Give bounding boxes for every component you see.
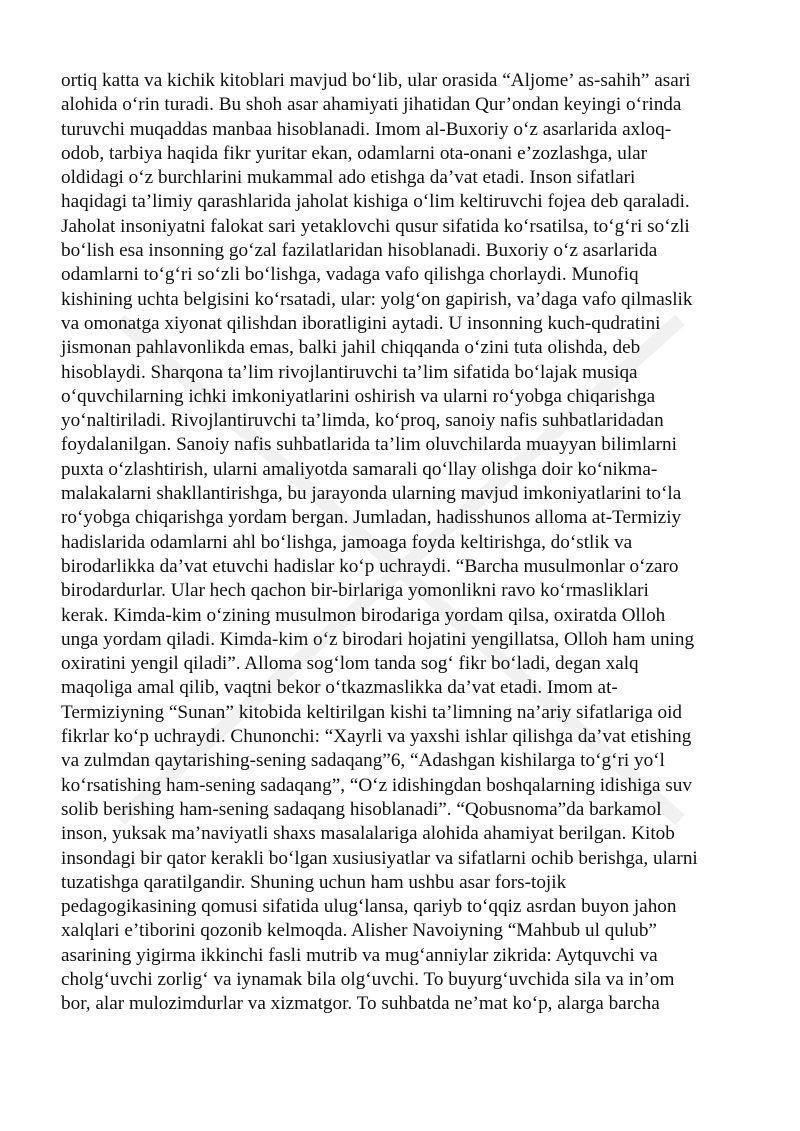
text-line: haqidagi ta’limiy qarashlarida jaholat kishiga o‘lim keltiruvchi fojea deb qaraladi. bbox=[61, 191, 690, 213]
text-line: pedagogikasining qomusi sifatida ulug‘lansa, qariyb to‘qqiz asrdan buyon jahon bbox=[61, 896, 677, 918]
text-line: kishining uchta belgisini ko‘rsatadi, ular: yolg‘on gapirish, va’daga vafo qilmaslik bbox=[61, 288, 693, 310]
text-line: odob, tarbiya haqida fikr yuritar ekan, odamlarni ota-onani e’zozlashga, ular bbox=[61, 142, 648, 164]
text-line: xalqlari e’tiborini qozonib kelmoqda. Alisher Navoiyning “Mahbub ul qulub” bbox=[61, 920, 657, 942]
text-line: bo‘lish esa insonning go‘zal fazilatlaridan hisoblanadi. Buxoriy o‘z asarlarida bbox=[61, 240, 658, 262]
text-line: malakalarni shakllantirishga, bu jarayonda ularning mavjud imkoniyatlarini to‘la bbox=[61, 483, 682, 505]
text-line: hisoblaydi. Sharqona ta’lim rivojlantiruvchi ta’lim sifatida bo‘lajak musiqa bbox=[61, 361, 638, 383]
text-line: puxta o‘zlashtirish, ularni amaliyotda samarali qo‘llay olishga doir ko‘nikma- bbox=[61, 458, 658, 480]
text-line: cholg‘uvchi zorlig‘ va iynamak bila olg‘uvchi. To buyurg‘uvchida sila va in’om bbox=[61, 968, 675, 990]
text-line: hadislarida odamlarni ahl bo‘lishga, jamoaga foyda keltirishga, do‘stlik va bbox=[61, 531, 633, 553]
text-line: asarining yigirma ikkinchi fasli mutrib va mug‘anniylar zikrida: Aytquvchi va bbox=[61, 944, 658, 966]
document-body-text bbox=[61, 69, 751, 1017]
text-line: birodarlikka da’vat etuvchi hadislar ko‘p uchraydi. “Barcha musulmonlar o‘zaro bbox=[61, 555, 679, 577]
text-line: ortiq katta va kichik kitoblari mavjud bo‘lib, ular orasida “Aljome’ as-sahih” asari bbox=[61, 70, 691, 91]
text-line: insondagi bir qator kerakli bo‘lgan xusiusiyatlar va sifatlarni ochib berishga, ularni bbox=[61, 847, 698, 869]
text-line: o‘quvchilarning ichki imkoniyatlarini oshirish va ularni ro‘yobga chiqarishga bbox=[61, 385, 656, 407]
text-line: turuvchi muqaddas manbaa hisoblanadi. Imom al-Buxoriy o‘z asarlarida axloq- bbox=[61, 118, 672, 140]
text-line: Termiziyning “Sunan” kitobida keltirilgan kishi ta’limning na’ariy sifatlariga oid bbox=[61, 701, 683, 723]
text-line: solib berishing ham-sening sadaqang hisoblanadi”. “Qobusnoma”da barkamol bbox=[61, 798, 662, 820]
text-line: va zulmdan qaytarishing-sening sadaqang”6, “Adashgan kishilarga to‘g‘ri yo‘l bbox=[61, 750, 665, 772]
text-line: bor, alar mulozimdurlar va xizmatgor. To suhbatda ne’mat ko‘p, alarga barcha bbox=[61, 993, 660, 1015]
text-line: alohida o‘rin turadi. Bu shoh asar ahamiyati jihatidan Qur’ondan keyingi o‘rinda bbox=[61, 94, 682, 116]
text-line: kerak. Kimda-kim o‘zining musulmon birodariga yordam qilsa, oxiratda Olloh bbox=[61, 604, 666, 626]
text-line: jismonan pahlavonlikda emas, balki jahil chiqqanda o‘zini tuta olishda, deb bbox=[61, 337, 641, 359]
text-line: yo‘naltiriladi. Rivojlantiruvchi ta’limda, ko‘proq, sanoiy nafis suhbatlaridadan bbox=[61, 410, 664, 432]
text-line: tuzatishga qaratilgandir. Shuning uchun ham ushbu asar fors-tojik bbox=[61, 871, 567, 893]
text-line: ro‘yobga chiqarishga yordam bergan. Jumladan, hadisshunos alloma at-Termiziy bbox=[61, 507, 682, 529]
text-line: odamlarni to‘g‘ri so‘zli bo‘lishga, vadaga vafo qilishga chorlaydi. Munofiq bbox=[61, 264, 639, 286]
text-line: unga yordam qiladi. Kimda-kim o‘z birodari hojatini yengillatsa, Olloh ham uning bbox=[61, 628, 695, 650]
text-line: ko‘rsatishing ham-sening sadaqang”, “O‘z idishingdan boshqalarning idishiga suv bbox=[61, 774, 692, 796]
text-line: inson, yuksak ma’naviyatli shaxs masalalariga alohida ahamiyat berilgan. Kitob bbox=[61, 823, 675, 845]
text-line: va omonatga xiyonat qilishdan iboratligini aytadi. U insonning kuch-qudratini bbox=[61, 312, 661, 334]
text-line: birodardurlar. Ular hech qachon bir-birlariga yomonlikni ravo ko‘rmasliklari bbox=[61, 580, 649, 602]
text-line: fikrlar ko‘p uchraydi. Chunonchi: “Xayrli va yaxshi ishlar qilishga da’vat etishing bbox=[61, 726, 692, 748]
text-line: foydalanilgan. Sanoiy nafis suhbatlarida ta’lim oluvchilarda muayyan bilimlarni bbox=[61, 434, 677, 456]
text-line: maqoliga amal qilib, vaqtni bekor o‘tkazmaslikka da’vat etadi. Imom at- bbox=[61, 677, 618, 699]
text-line: oxiratini yengil qiladi”. Alloma sog‘lom tanda sog‘ fikr bo‘ladi, degan xalq bbox=[61, 653, 639, 675]
text-line: Jaholat insoniyatni falokat sari yetaklovchi qusur sifatida ko‘rsatilsa, to‘g‘ri so‘zli bbox=[61, 215, 690, 237]
text-line: oldidagi o‘z burchlarini mukammal ado etishga da’vat etadi. Inson sifatlari bbox=[61, 167, 636, 189]
